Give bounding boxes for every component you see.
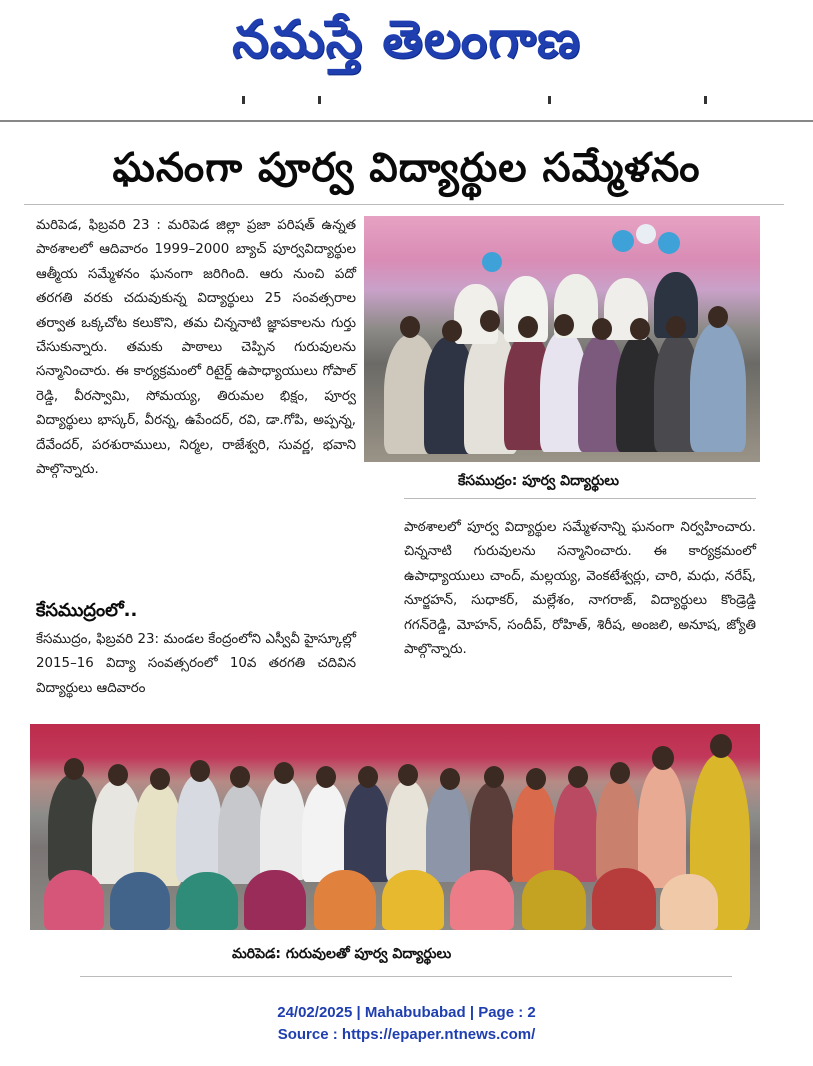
newspaper-logo: నమస్తే తెలంగాణ — [232, 10, 581, 70]
caption-divider-top — [404, 498, 756, 499]
article-two-subhead: కేసముద్రంలో.. — [36, 600, 138, 621]
masthead-tick-marks — [0, 96, 813, 106]
masthead — [0, 0, 813, 122]
photo-caption-bottom: మరిపెడ: గురువులతో పూర్వ విద్యార్థులు — [232, 946, 452, 962]
article-two-text: కేసముద్రం, ఫిబ్రవరి 23: మండల కేంద్రంలోని ఎస్వీవీ హైస్కూల్లో 2015–16 విద్యా సంవత్సరంలో 10వ తరగతి చదివిన విద్యార్థులు ఆదివారం — [36, 632, 356, 696]
headline-divider — [24, 204, 784, 205]
page-footer — [0, 1002, 813, 1046]
photo-caption-top: కేసముద్రం: పూర్వ విద్యార్థులు — [458, 473, 620, 489]
masthead-divider — [0, 120, 813, 122]
article-one-text: మరిపెడ, ఫిబ్రవరి 23 : మరిపెడ జిల్లా ప్రజా పరిషత్ ఉన్నత పాఠశాలలో ఆదివారం 1999–2000 బ్యాచ్ పూర్వవిద్యార్థుల ఆత్మీయ సమ్మేళనం ఘనంగా జరిగింది. ఆరు నుంచి పదో తరగతి వరకు చదువుకున్న విద్యార్థులు 25 సంవత్సరాల తర్వాత ఒక్కచోట కలుకొని, తమ చిన్ననాటి జ్ఞాపకాలను గుర్తు చేసుకున్నారు. తమకు పాఠాలు చెప్పిన గురువులను సన్మానించారు. ఈ కార్యక్రమంలో రిటైర్డ్ ఉపాధ్యాయులు గోపాల్ రెడ్డి, వీరస్వామి, సోమయ్య, తిరుమల భిక్షం, పూర్వ విద్యార్థులు భాస్కర్, వీరన్న, ఉపేందర్, రవి, డా.గోపి, అప్పన్న, దేవేందర్, పరశురాములు, నిర్మల, రాజేశ్వరి, సువర్ణ, భవాని పాల్గొన్నారు. — [36, 218, 356, 478]
article-two-text-continued: పాఠశాలలో పూర్వ విద్యార్థుల సమ్మేళనాన్ని ఘనంగా నిర్వహించారు. చిన్ననాటి గురువులను సన్మానించారు. ఈ కార్యక్రమంలో ఉపాధ్యాయులు చాంద్, మల్లయ్య, వెంకటేశ్వర్లు, చారి, మధు, నరేష్, నూర్జహన్, సుధాకర్, మల్లేశం, నాగరాజ్, విద్యార్థులు కొండ్రెడ్డి గగన్‌రెడ్డి, మోహన్, సందీప్, రోహిత్, శిరీష, అంజలి, అనూష, జ్యోతి పాల్గొన్నారు. — [404, 520, 756, 658]
photo-kesamudram-alumni — [364, 216, 760, 462]
caption-divider-bottom — [80, 976, 732, 977]
article-headline: ఘనంగా పూర్వ విద్యార్థుల సమ్మేళనం — [112, 145, 701, 191]
footer-source-link[interactable]: Source : https://epaper.ntnews.com/ — [277, 1026, 536, 1043]
photo-maripeda-alumni-with-teachers — [30, 724, 760, 930]
footer-date-edition-page: 24/02/2025 | Mahabubabad | Page : 2 — [277, 1004, 536, 1021]
